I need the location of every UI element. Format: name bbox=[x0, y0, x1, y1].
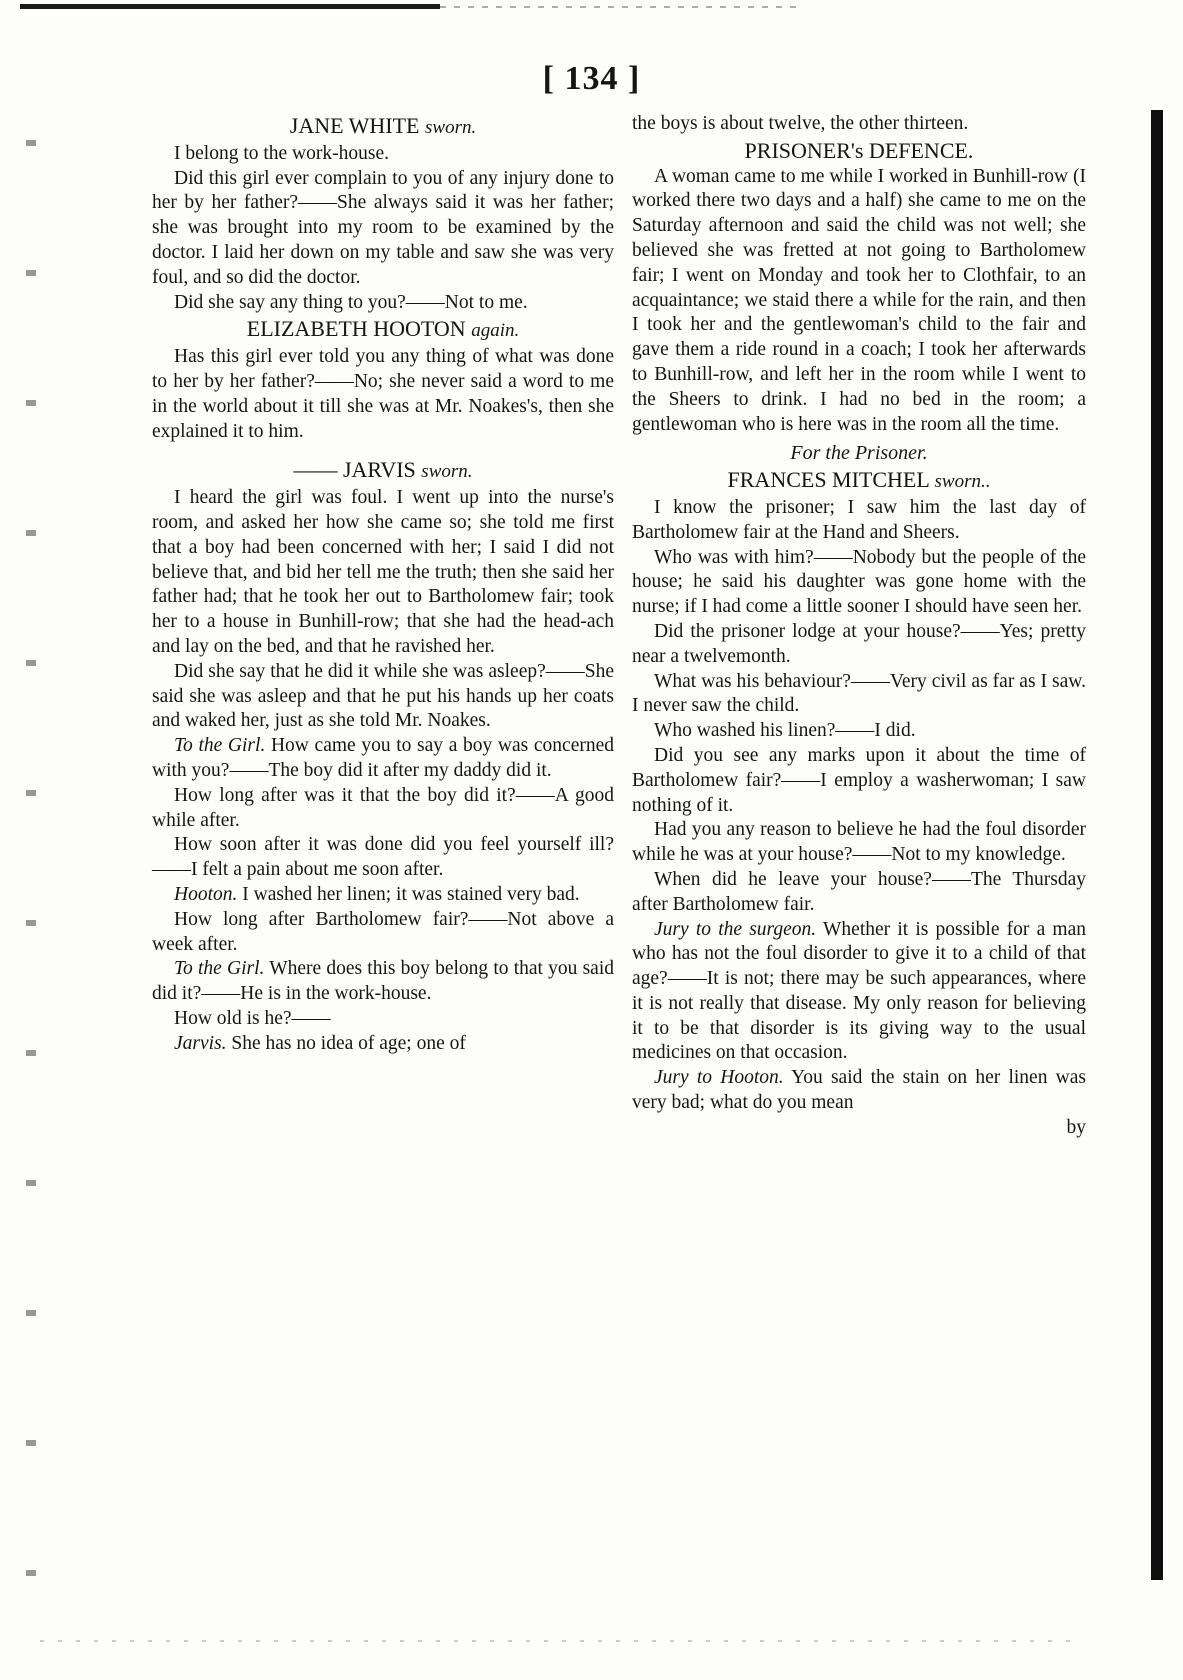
top-rule bbox=[20, 4, 440, 9]
witness-tag: sworn. bbox=[425, 117, 477, 138]
witness-name: —— JARVIS bbox=[293, 457, 416, 483]
left-column bbox=[152, 112, 614, 1056]
speaker-lead: Jarvis. bbox=[174, 1032, 227, 1054]
bottom-edge-noise bbox=[40, 1640, 1080, 1642]
paragraph: What was his behaviour?——Very civil as far as I saw. I never saw the child. bbox=[632, 670, 1086, 717]
top-edge-noise bbox=[440, 6, 800, 8]
paragraph: Jury to the surgeon. Whether it is possible for a man who has not the foul disorder to give it to a child of that age?——It is not; there may be such appearances, where it is not really that disease. My only reason for believing it to be that disorder is its giving way to the usual medicines on that occasion. bbox=[632, 918, 1086, 1064]
paragraph: I heard the girl was foul. I went up into the nurse's room, and asked her how she came so; she told me first that a boy had been concerned with her; I said I did not believe that, and bid her tell me the truth; then she said her father had; that he took her out to Bartholomew fair; took her to a house in Bunhill-row; that she had the head-ach and lay on the bed, and that he ravished her. bbox=[152, 487, 614, 657]
speaker-lead: To the Girl. bbox=[174, 735, 266, 757]
speaker-lead: Hooton. bbox=[174, 883, 238, 905]
speaker-lead: Jury to Hooton. bbox=[654, 1067, 784, 1089]
heading-prisoners-defence: PRISONER's DEFENCE. bbox=[744, 137, 974, 163]
speaker-lead: To the Girl. bbox=[174, 958, 265, 980]
paragraph: How soon after it was done did you feel yourself ill?——I felt a pain about me soon after. bbox=[152, 834, 614, 881]
heading-elizabeth-hooton bbox=[152, 317, 614, 344]
paragraph: A woman came to me while I worked in Bunhill-row (I worked there two days and a half) she came to me on the Saturday afternoon and said the child was not well; she believed she was fretted at not going to Bartholomew fair; I went on Monday and took her to Clothfair, to an acquaintance; we staid there a while for the rain, and then I took her and the gentlewoman's child to the fair and gave them a ride round in a coach; I took her afterwards to Bunhill-row, and left her in the room while I went to the Sheers to drink. I had no bed in the room; a gentlewoman who is here was in the room all the time. bbox=[632, 165, 1086, 435]
paragraph: Jarvis. She has no idea of age; one of bbox=[174, 1032, 466, 1054]
witness-tag: again. bbox=[471, 320, 520, 342]
paragraph: I know the prisoner; I saw him the last day of Bartholomew fair at the Hand and Sheers. bbox=[632, 496, 1086, 543]
witness-tag: sworn.. bbox=[934, 471, 991, 493]
page-number: [ 134 ] bbox=[542, 60, 641, 97]
paragraph: Has this girl ever told you any thing of what was done to her by her father?——No; she never said a word to me in the world about it till she was at Mr. Noakes's, then she explained it to him. bbox=[152, 346, 614, 442]
paragraph: Had you any reason to believe he had the foul disorder while he was at your house?——Not to my knowledge. bbox=[632, 819, 1086, 866]
catchword: by bbox=[1066, 1116, 1086, 1138]
witness-name: FRANCES MITCHEL bbox=[727, 467, 929, 493]
paragraph: Who was with him?——Nobody but the people of the house; he said his daughter was gone home with the nurse; if I had come a little sooner I should have seen her. bbox=[632, 546, 1086, 618]
paragraph: Did the prisoner lodge at your house?——Yes; pretty near a twelvemonth. bbox=[632, 620, 1086, 667]
witness-tag: sworn. bbox=[421, 461, 473, 483]
witness-name: ELIZABETH HOOTON bbox=[246, 316, 466, 342]
paragraph: the boys is about twelve, the other thirteen. bbox=[632, 113, 969, 134]
heading-jane-white bbox=[152, 114, 614, 141]
paragraph: How long after Bartholomew fair?——Not above a week after. bbox=[152, 908, 614, 955]
paragraph: Who washed his linen?——I did. bbox=[654, 720, 916, 742]
paragraph: Jury to Hooton. You said the stain on her linen was very bad; what do you mean bbox=[632, 1067, 1086, 1114]
witness-name: JANE WHITE bbox=[289, 113, 420, 138]
right-column bbox=[632, 112, 1086, 1141]
paragraph: Hooton. I washed her linen; it was stained very bad. bbox=[174, 883, 580, 905]
binding-edge bbox=[1151, 110, 1163, 1580]
paragraph: How long after was it that the boy did it?——A good while after. bbox=[152, 784, 614, 831]
paragraph: Did you see any marks upon it about the time of Bartholomew fair?——I employ a washerwoman; I saw nothing of it. bbox=[632, 744, 1086, 816]
paragraph: Did she say any thing to you?——Not to me. bbox=[174, 291, 528, 313]
paragraph: Did she say that he did it while she was asleep?——She said she was asleep and that he put his hands up her coats and waked her, just as she told Mr. Noakes. bbox=[152, 660, 614, 732]
heading-jarvis bbox=[152, 458, 614, 485]
left-margin-marks bbox=[26, 80, 36, 1660]
paragraph: I belong to the work-house. bbox=[174, 142, 389, 164]
paragraph: When did he leave your house?——The Thursday after Bartholomew fair. bbox=[632, 868, 1086, 915]
paragraph: How old is he?—— bbox=[174, 1007, 331, 1029]
heading-frances-mitchel bbox=[632, 468, 1086, 495]
paragraph: To the Girl. How came you to say a boy was concerned with you?——The boy did it after my daddy did it. bbox=[152, 735, 614, 781]
paragraph: To the Girl. Where does this boy belong to that you said did it?——He is in the work-house. bbox=[152, 958, 614, 1005]
subheading-for-the-prisoner: For the Prisoner. bbox=[790, 442, 928, 465]
paragraph: Did this girl ever complain to you of any injury done to her by her father?——She always said it was her father; she was brought into my room to be examined by the doctor. I laid her down on my table and saw she was very foul, and so did the doctor. bbox=[152, 167, 614, 288]
speaker-lead: Jury to the surgeon. bbox=[654, 918, 817, 940]
